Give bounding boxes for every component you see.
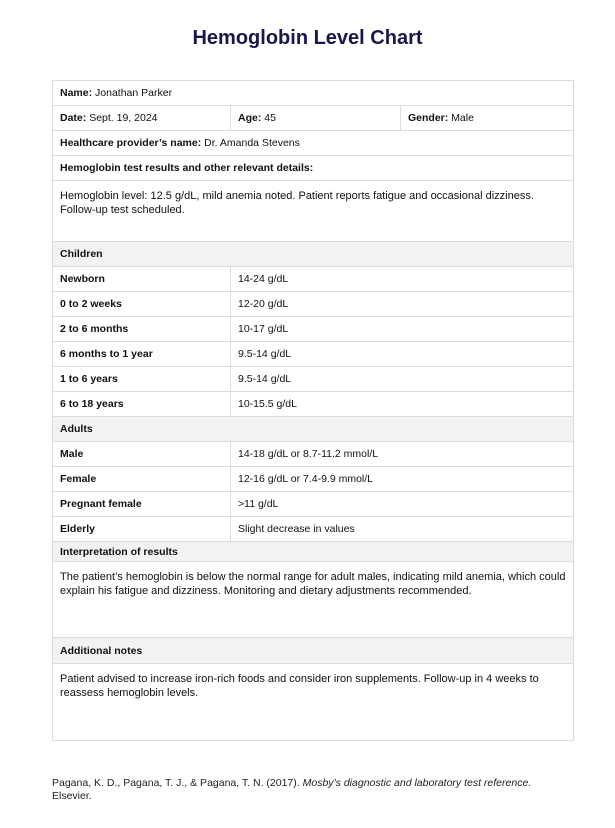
age-cell [231,106,401,131]
provider-row [53,131,574,156]
range-value: 10-17 g/dL [231,317,574,342]
range-label: Newborn [53,267,231,292]
table-row [53,267,574,292]
range-value: 9.5-14 g/dL [231,367,574,392]
provider-label: Healthcare provider’s name: [60,137,202,149]
table-row [53,492,574,517]
notes-text-row [53,664,574,741]
interpretation-text-row [53,562,574,638]
range-label: 6 to 18 years [53,392,231,417]
range-label: 1 to 6 years [53,367,231,392]
range-value: >11 g/dL [231,492,574,517]
table-row [53,442,574,467]
results-text: Hemoglobin level: 12.5 g/dL, mild anemia noted. Patient reports fatigue and occasional dizziness. Follow-up test scheduled. [53,181,574,242]
table-row [53,467,574,492]
range-label: 0 to 2 weeks [53,292,231,317]
name-cell [53,81,574,106]
reference-authors: Pagana, K. D., Pagana, T. J., & Pagana, T. N. (2017). [52,777,300,789]
range-value: 14-24 g/dL [231,267,574,292]
range-value: 12-20 g/dL [231,292,574,317]
date-cell [53,106,231,131]
range-value: 10-15.5 g/dL [231,392,574,417]
range-label: 2 to 6 months [53,317,231,342]
reference-title: Mosby’s diagnostic and laboratory test reference. [302,777,532,789]
date-value: Sept. 19, 2024 [89,112,158,124]
provider-value: Dr. Amanda Stevens [204,137,300,149]
range-label: Pregnant female [53,492,231,517]
table-row [53,317,574,342]
range-value: 12-16 g/dL or 7.4-9.9 mmol/L [231,467,574,492]
name-row [53,81,574,106]
children-heading-row [53,242,574,267]
date-label: Date: [60,112,87,124]
adults-heading: Adults [53,417,574,442]
notes-heading: Additional notes [53,638,574,664]
notes-heading-row [53,638,574,664]
range-label: Elderly [53,517,231,542]
gender-value: Male [451,112,474,124]
interpretation-text: The patient’s hemoglobin is below the normal range for adult males, indicating mild anemia, which could explain his fatigue and dizziness. Monitoring and dietary adjustments recommended. [53,562,574,638]
range-value: 14-18 g/dL or 8.7-11.2 mmol/L [231,442,574,467]
table-row [53,392,574,417]
age-label: Age: [238,112,262,124]
range-label: 6 months to 1 year [53,342,231,367]
page-title: Hemoglobin Level Chart [192,27,423,49]
results-heading-row [53,156,574,181]
hemoglobin-form-table [52,80,574,741]
gender-cell [401,106,574,131]
name-label: Name: [60,87,93,99]
interpretation-heading: Interpretation of results [53,542,574,562]
results-heading: Hemoglobin test results and other relevant details: [53,156,574,181]
range-value: 9.5-14 g/dL [231,342,574,367]
range-label: Female [53,467,231,492]
name-value: Jonathan Parker [95,87,173,99]
interpretation-heading-row [53,542,574,562]
range-value: Slight decrease in values [231,517,574,542]
gender-label: Gender: [408,112,449,124]
table-row [53,367,574,392]
range-label: Male [53,442,231,467]
provider-cell [53,131,574,156]
children-heading: Children [53,242,574,267]
results-text-row [53,181,574,242]
reference-publisher: Elsevier. [52,790,92,802]
table-row [53,292,574,317]
table-row [53,517,574,542]
table-row [53,342,574,367]
age-value: 45 [264,112,276,124]
reference-citation [52,777,552,803]
adults-heading-row [53,417,574,442]
notes-text: Patient advised to increase iron-rich foods and consider iron supplements. Follow-up in 4 weeks to reassess hemoglobin levels. [53,664,574,741]
date-age-gender-row [53,106,574,131]
